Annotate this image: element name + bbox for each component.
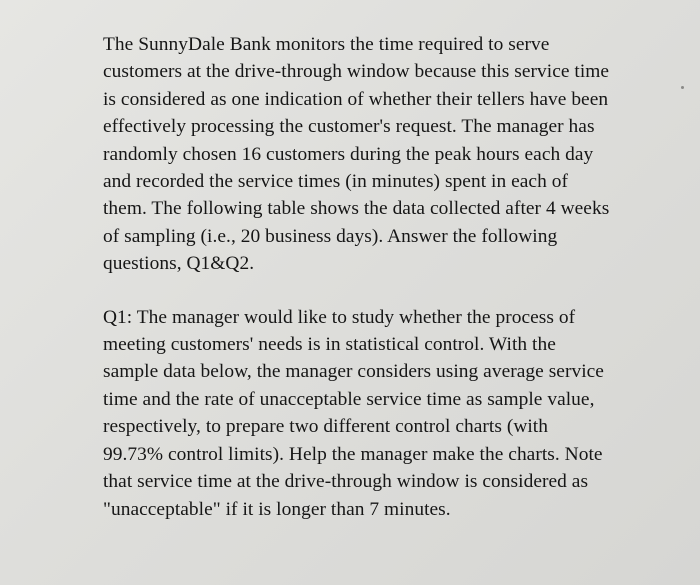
text-line: meeting customers' needs is in statistical control. With the	[103, 334, 556, 356]
text-line: that service time at the drive-through window is considered as	[103, 471, 589, 493]
problem-text	[103, 31, 683, 523]
text-line: effectively processing the customer's request. The manager has	[103, 116, 595, 138]
text-line: Q1: The manager would like to study whether the process of	[103, 306, 576, 328]
text-line: customers at the drive-through window because this service time	[103, 61, 610, 83]
text-line: questions, Q1&Q2.	[103, 253, 255, 275]
text-line: 99.73% control limits). Help the manager make the charts. Note	[103, 443, 603, 465]
text-line: sample data below, the manager considers using average service	[103, 361, 604, 383]
text-line: is considered as one indication of whether their tellers have been	[103, 88, 609, 110]
text-line: randomly chosen 16 customers during the peak hours each day	[103, 143, 594, 165]
text-line: and recorded the service times (in minutes) spent in each of	[103, 171, 568, 193]
text-line: "unacceptable" if it is longer than 7 minutes.	[103, 498, 451, 520]
text-line: them. The following table shows the data collected after 4 weeks	[103, 198, 610, 220]
question-1-paragraph	[103, 304, 683, 523]
text-line: The SunnyDale Bank monitors the time required to serve	[103, 34, 550, 55]
text-line: of sampling (i.e., 20 business days). Answer the following	[103, 225, 558, 247]
paragraph-gap	[103, 278, 683, 304]
intro-paragraph	[103, 31, 683, 278]
text-line: respectively, to prepare two different control charts (with	[103, 416, 548, 438]
text-line: time and the rate of unacceptable service time as sample value,	[103, 388, 595, 410]
